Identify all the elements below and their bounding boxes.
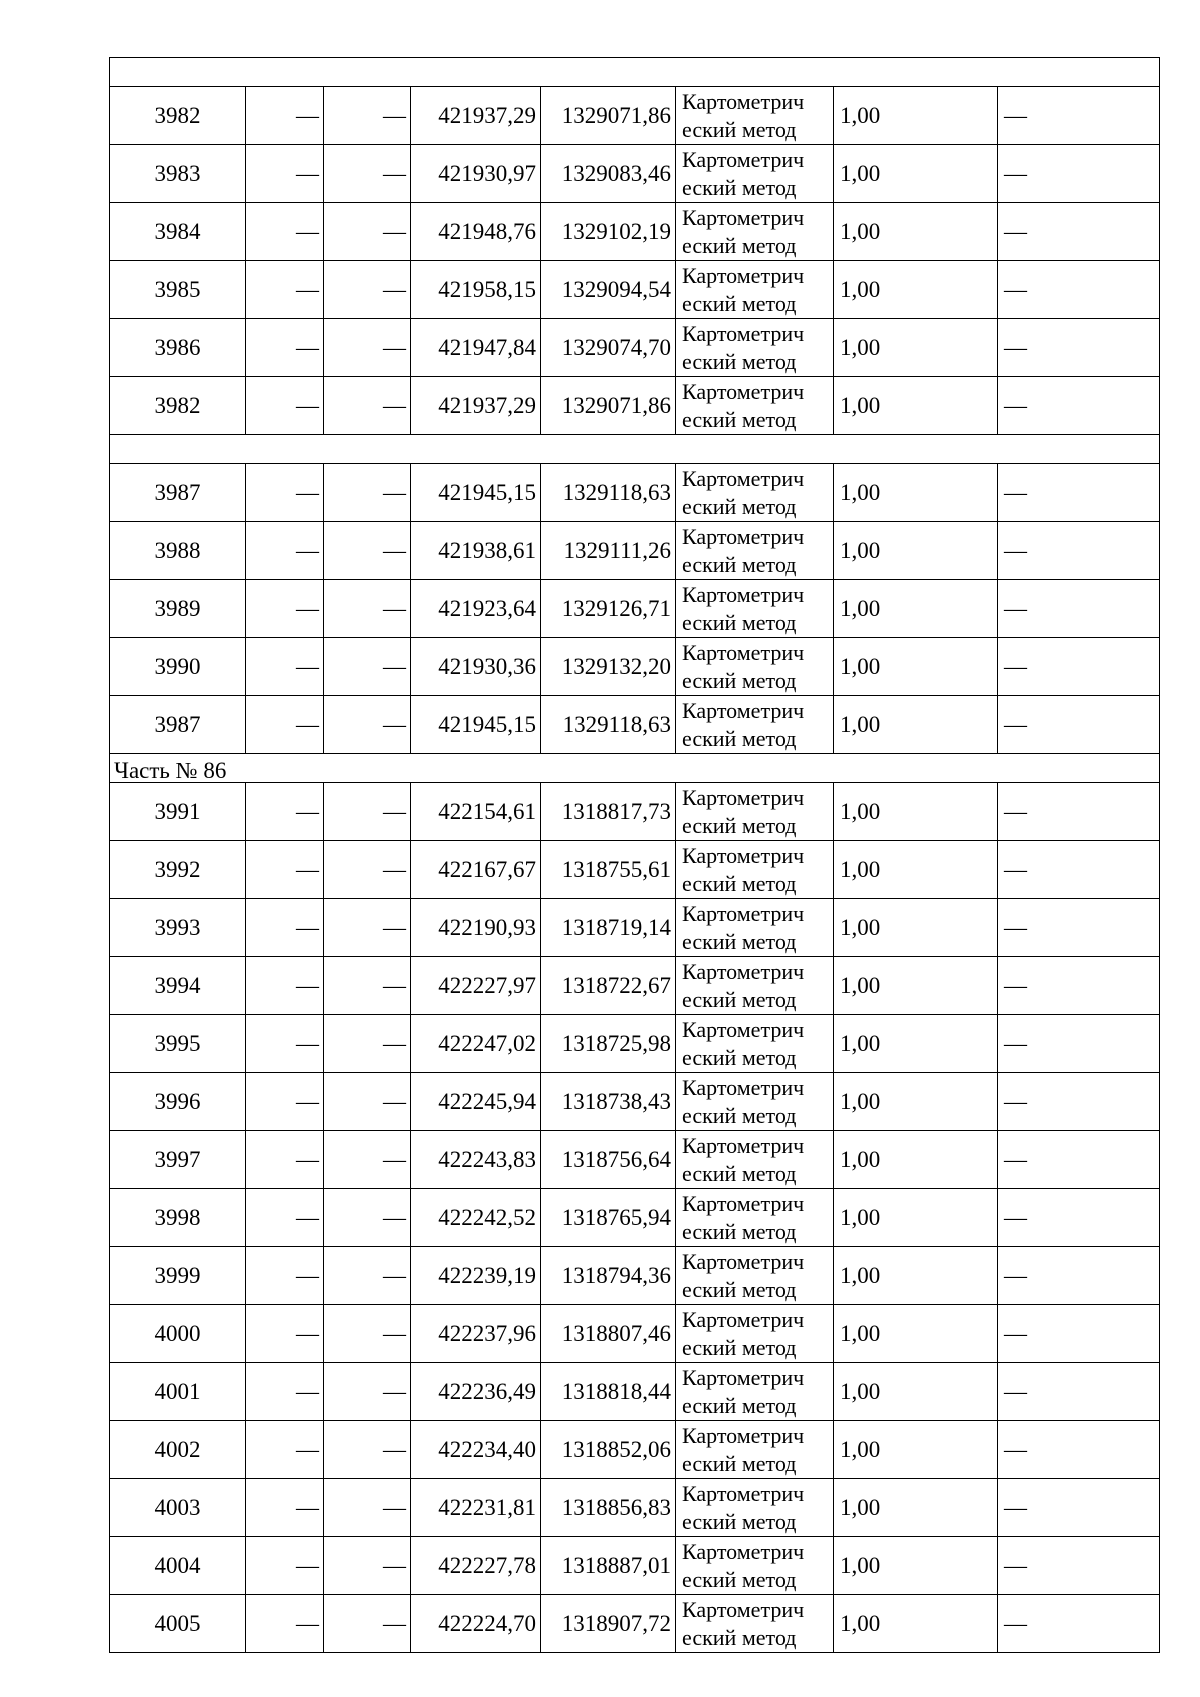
y-coordinate-cell: 1318719,14 (541, 899, 676, 957)
accuracy-cell: 1,00 (834, 1479, 998, 1537)
dash-cell: — (324, 203, 411, 261)
description-cell: — (998, 696, 1160, 754)
dash-cell: — (324, 1247, 411, 1305)
point-number-cell: 3989 (110, 580, 246, 638)
accuracy-cell: 1,00 (834, 522, 998, 580)
accuracy-cell: 1,00 (834, 1305, 998, 1363)
accuracy-cell: 1,00 (834, 1189, 998, 1247)
dash-cell: — (246, 1305, 324, 1363)
method-cell: Картометрич еский метод (676, 783, 834, 841)
description-cell: — (998, 957, 1160, 1015)
accuracy-cell: 1,00 (834, 1421, 998, 1479)
y-coordinate-cell: 1329118,63 (541, 464, 676, 522)
method-cell: Картометрич еский метод (676, 1189, 834, 1247)
point-number-cell: 3986 (110, 319, 246, 377)
method-cell: Картометрич еский метод (676, 957, 834, 1015)
dash-cell: — (324, 1073, 411, 1131)
accuracy-cell: 1,00 (834, 1595, 998, 1653)
method-cell: Картометрич еский метод (676, 522, 834, 580)
y-coordinate-cell: 1329071,86 (541, 377, 676, 435)
accuracy-cell: 1,00 (834, 1537, 998, 1595)
description-cell: — (998, 1131, 1160, 1189)
dash-cell: — (246, 1363, 324, 1421)
accuracy-cell: 1,00 (834, 377, 998, 435)
coordinates-table (109, 57, 1160, 1653)
method-cell: Картометрич еский метод (676, 899, 834, 957)
y-coordinate-cell: 1318722,67 (541, 957, 676, 1015)
method-cell: Картометрич еский метод (676, 145, 834, 203)
y-coordinate-cell: 1318725,98 (541, 1015, 676, 1073)
description-cell: — (998, 1305, 1160, 1363)
point-number-cell: 3994 (110, 957, 246, 1015)
x-coordinate-cell: 421945,15 (411, 696, 541, 754)
description-cell: — (998, 1479, 1160, 1537)
accuracy-cell: 1,00 (834, 580, 998, 638)
x-coordinate-cell: 422242,52 (411, 1189, 541, 1247)
dash-cell: — (246, 841, 324, 899)
point-number-cell: 3997 (110, 1131, 246, 1189)
description-cell: — (998, 899, 1160, 957)
dash-cell: — (324, 1421, 411, 1479)
method-cell: Картометрич еский метод (676, 1421, 834, 1479)
x-coordinate-cell: 422237,96 (411, 1305, 541, 1363)
dash-cell: — (324, 1363, 411, 1421)
point-number-cell: 3987 (110, 464, 246, 522)
accuracy-cell: 1,00 (834, 899, 998, 957)
point-number-cell: 3984 (110, 203, 246, 261)
table-row (110, 464, 1160, 522)
method-cell: Картометрич еский метод (676, 1595, 834, 1653)
x-coordinate-cell: 421923,64 (411, 580, 541, 638)
dash-cell: — (246, 1073, 324, 1131)
dash-cell: — (324, 87, 411, 145)
table-row (110, 87, 1160, 145)
table-row (110, 1595, 1160, 1653)
point-number-cell: 3996 (110, 1073, 246, 1131)
point-number-cell: 3985 (110, 261, 246, 319)
description-cell: — (998, 145, 1160, 203)
x-coordinate-cell: 422190,93 (411, 899, 541, 957)
y-coordinate-cell: 1318807,46 (541, 1305, 676, 1363)
dash-cell: — (246, 696, 324, 754)
x-coordinate-cell: 421937,29 (411, 87, 541, 145)
y-coordinate-cell: 1318755,61 (541, 841, 676, 899)
accuracy-cell: 1,00 (834, 1015, 998, 1073)
separator-row (110, 435, 1160, 464)
x-coordinate-cell: 421930,36 (411, 638, 541, 696)
dash-cell: — (324, 696, 411, 754)
description-cell: — (998, 1595, 1160, 1653)
y-coordinate-cell: 1318817,73 (541, 783, 676, 841)
x-coordinate-cell: 422154,61 (411, 783, 541, 841)
x-coordinate-cell: 422224,70 (411, 1595, 541, 1653)
accuracy-cell: 1,00 (834, 203, 998, 261)
dash-cell: — (246, 87, 324, 145)
table-row (110, 580, 1160, 638)
point-number-cell: 3998 (110, 1189, 246, 1247)
dash-cell: — (324, 899, 411, 957)
y-coordinate-cell: 1329111,26 (541, 522, 676, 580)
dash-cell: — (246, 1247, 324, 1305)
method-cell: Картометрич еский метод (676, 319, 834, 377)
dash-cell: — (246, 1015, 324, 1073)
description-cell: — (998, 522, 1160, 580)
method-cell: Картометрич еский метод (676, 87, 834, 145)
method-cell: Картометрич еский метод (676, 1479, 834, 1537)
description-cell: — (998, 1421, 1160, 1479)
dash-cell: — (246, 957, 324, 1015)
dash-cell: — (246, 1421, 324, 1479)
method-cell: Картометрич еский метод (676, 696, 834, 754)
table-row (110, 522, 1160, 580)
point-number-cell: 3982 (110, 377, 246, 435)
method-cell: Картометрич еский метод (676, 261, 834, 319)
x-coordinate-cell: 422231,81 (411, 1479, 541, 1537)
description-cell: — (998, 464, 1160, 522)
description-cell: — (998, 319, 1160, 377)
x-coordinate-cell: 422245,94 (411, 1073, 541, 1131)
y-coordinate-cell: 1318887,01 (541, 1537, 676, 1595)
point-number-cell: 3992 (110, 841, 246, 899)
section-header-row (110, 754, 1160, 783)
accuracy-cell: 1,00 (834, 464, 998, 522)
accuracy-cell: 1,00 (834, 696, 998, 754)
dash-cell: — (324, 1537, 411, 1595)
dash-cell: — (324, 319, 411, 377)
y-coordinate-cell: 1329071,86 (541, 87, 676, 145)
table-row (110, 377, 1160, 435)
table-row (110, 261, 1160, 319)
description-cell: — (998, 638, 1160, 696)
table-row (110, 319, 1160, 377)
x-coordinate-cell: 421930,97 (411, 145, 541, 203)
method-cell: Картометрич еский метод (676, 203, 834, 261)
y-coordinate-cell: 1329102,19 (541, 203, 676, 261)
table-row (110, 1015, 1160, 1073)
point-number-cell: 4005 (110, 1595, 246, 1653)
point-number-cell: 4001 (110, 1363, 246, 1421)
accuracy-cell: 1,00 (834, 1131, 998, 1189)
dash-cell: — (246, 1595, 324, 1653)
dash-cell: — (324, 1015, 411, 1073)
point-number-cell: 4003 (110, 1479, 246, 1537)
accuracy-cell: 1,00 (834, 638, 998, 696)
table-row (110, 783, 1160, 841)
x-coordinate-cell: 421947,84 (411, 319, 541, 377)
x-coordinate-cell: 422234,40 (411, 1421, 541, 1479)
dash-cell: — (324, 1305, 411, 1363)
dash-cell: — (246, 464, 324, 522)
x-coordinate-cell: 421937,29 (411, 377, 541, 435)
description-cell: — (998, 841, 1160, 899)
y-coordinate-cell: 1329094,54 (541, 261, 676, 319)
method-cell: Картометрич еский метод (676, 377, 834, 435)
table-row (110, 1363, 1160, 1421)
method-cell: Картометрич еский метод (676, 1305, 834, 1363)
dash-cell: — (324, 1189, 411, 1247)
accuracy-cell: 1,00 (834, 1073, 998, 1131)
dash-cell: — (246, 319, 324, 377)
separator-cell (110, 435, 1160, 464)
dash-cell: — (324, 957, 411, 1015)
dash-cell: — (246, 522, 324, 580)
dash-cell: — (246, 580, 324, 638)
y-coordinate-cell: 1318856,83 (541, 1479, 676, 1537)
table-row (110, 203, 1160, 261)
method-cell: Картометрич еский метод (676, 1073, 834, 1131)
y-coordinate-cell: 1318794,36 (541, 1247, 676, 1305)
x-coordinate-cell: 421938,61 (411, 522, 541, 580)
y-coordinate-cell: 1318765,94 (541, 1189, 676, 1247)
y-coordinate-cell: 1318738,43 (541, 1073, 676, 1131)
dash-cell: — (246, 1537, 324, 1595)
description-cell: — (998, 1015, 1160, 1073)
accuracy-cell: 1,00 (834, 783, 998, 841)
dash-cell: — (246, 783, 324, 841)
y-coordinate-cell: 1318852,06 (541, 1421, 676, 1479)
point-number-cell: 3987 (110, 696, 246, 754)
table-row (110, 696, 1160, 754)
description-cell: — (998, 261, 1160, 319)
y-coordinate-cell: 1318756,64 (541, 1131, 676, 1189)
x-coordinate-cell: 422227,97 (411, 957, 541, 1015)
description-cell: — (998, 203, 1160, 261)
table-row (110, 145, 1160, 203)
x-coordinate-cell: 422247,02 (411, 1015, 541, 1073)
x-coordinate-cell: 422167,67 (411, 841, 541, 899)
table-row (110, 841, 1160, 899)
method-cell: Картометрич еский метод (676, 464, 834, 522)
table-row (110, 1247, 1160, 1305)
dash-cell: — (324, 1131, 411, 1189)
accuracy-cell: 1,00 (834, 319, 998, 377)
point-number-cell: 3993 (110, 899, 246, 957)
separator-cell (110, 58, 1160, 87)
y-coordinate-cell: 1318907,72 (541, 1595, 676, 1653)
method-cell: Картометрич еский метод (676, 1537, 834, 1595)
accuracy-cell: 1,00 (834, 145, 998, 203)
x-coordinate-cell: 422243,83 (411, 1131, 541, 1189)
dash-cell: — (324, 841, 411, 899)
table-body (110, 58, 1160, 1653)
point-number-cell: 3995 (110, 1015, 246, 1073)
dash-cell: — (246, 1131, 324, 1189)
dash-cell: — (324, 580, 411, 638)
y-coordinate-cell: 1318818,44 (541, 1363, 676, 1421)
point-number-cell: 4004 (110, 1537, 246, 1595)
x-coordinate-cell: 422236,49 (411, 1363, 541, 1421)
y-coordinate-cell: 1329132,20 (541, 638, 676, 696)
table-row (110, 638, 1160, 696)
description-cell: — (998, 1247, 1160, 1305)
point-number-cell: 4000 (110, 1305, 246, 1363)
method-cell: Картометрич еский метод (676, 580, 834, 638)
description-cell: — (998, 87, 1160, 145)
description-cell: — (998, 1363, 1160, 1421)
separator-row (110, 58, 1160, 87)
point-number-cell: 3991 (110, 783, 246, 841)
dash-cell: — (324, 261, 411, 319)
accuracy-cell: 1,00 (834, 1247, 998, 1305)
point-number-cell: 3983 (110, 145, 246, 203)
dash-cell: — (246, 145, 324, 203)
accuracy-cell: 1,00 (834, 957, 998, 1015)
accuracy-cell: 1,00 (834, 841, 998, 899)
dash-cell: — (324, 145, 411, 203)
x-coordinate-cell: 422239,19 (411, 1247, 541, 1305)
description-cell: — (998, 377, 1160, 435)
method-cell: Картометрич еский метод (676, 841, 834, 899)
y-coordinate-cell: 1329118,63 (541, 696, 676, 754)
table-row (110, 1421, 1160, 1479)
x-coordinate-cell: 421948,76 (411, 203, 541, 261)
table-row (110, 1073, 1160, 1131)
method-cell: Картометрич еский метод (676, 638, 834, 696)
point-number-cell: 3999 (110, 1247, 246, 1305)
description-cell: — (998, 783, 1160, 841)
description-cell: — (998, 1537, 1160, 1595)
table-row (110, 1537, 1160, 1595)
y-coordinate-cell: 1329074,70 (541, 319, 676, 377)
table-row (110, 899, 1160, 957)
dash-cell: — (324, 638, 411, 696)
point-number-cell: 4002 (110, 1421, 246, 1479)
x-coordinate-cell: 422227,78 (411, 1537, 541, 1595)
accuracy-cell: 1,00 (834, 1363, 998, 1421)
dash-cell: — (246, 1479, 324, 1537)
method-cell: Картометрич еский метод (676, 1247, 834, 1305)
dash-cell: — (324, 1479, 411, 1537)
section-label: Часть № 86 (110, 754, 1160, 783)
description-cell: — (998, 1073, 1160, 1131)
description-cell: — (998, 580, 1160, 638)
table-row (110, 957, 1160, 1015)
point-number-cell: 3982 (110, 87, 246, 145)
point-number-cell: 3990 (110, 638, 246, 696)
table-row (110, 1131, 1160, 1189)
table-row (110, 1189, 1160, 1247)
dash-cell: — (246, 1189, 324, 1247)
method-cell: Картометрич еский метод (676, 1363, 834, 1421)
dash-cell: — (324, 464, 411, 522)
point-number-cell: 3988 (110, 522, 246, 580)
dash-cell: — (246, 899, 324, 957)
dash-cell: — (246, 203, 324, 261)
description-cell: — (998, 1189, 1160, 1247)
accuracy-cell: 1,00 (834, 261, 998, 319)
method-cell: Картометрич еский метод (676, 1015, 834, 1073)
y-coordinate-cell: 1329126,71 (541, 580, 676, 638)
x-coordinate-cell: 421945,15 (411, 464, 541, 522)
method-cell: Картометрич еский метод (676, 1131, 834, 1189)
dash-cell: — (324, 783, 411, 841)
dash-cell: — (324, 522, 411, 580)
y-coordinate-cell: 1329083,46 (541, 145, 676, 203)
table-row (110, 1479, 1160, 1537)
dash-cell: — (324, 1595, 411, 1653)
x-coordinate-cell: 421958,15 (411, 261, 541, 319)
dash-cell: — (246, 638, 324, 696)
accuracy-cell: 1,00 (834, 87, 998, 145)
dash-cell: — (246, 377, 324, 435)
table-row (110, 1305, 1160, 1363)
dash-cell: — (246, 261, 324, 319)
dash-cell: — (324, 377, 411, 435)
